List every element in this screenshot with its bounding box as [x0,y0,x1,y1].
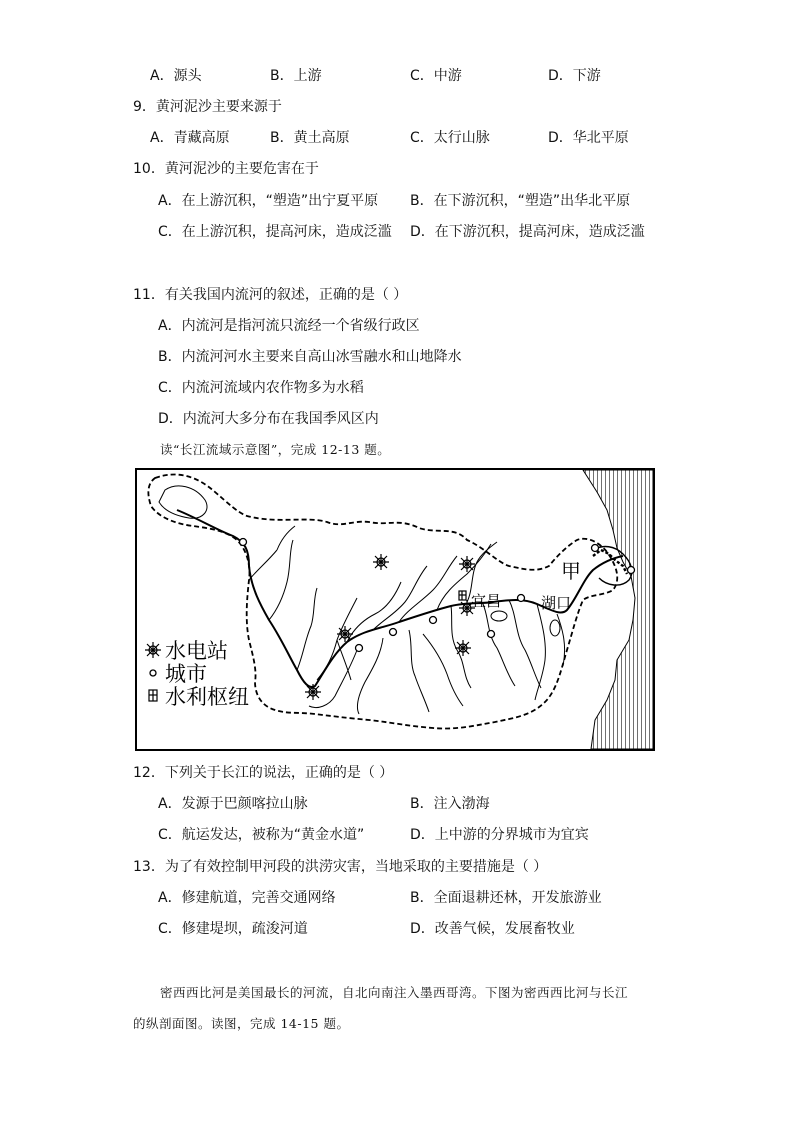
q13-option-a[interactable]: A．修建航道，完善交通网络 [158,890,336,906]
hydropower-station-icon [459,556,475,572]
q12-stem: 12．下列关于长江的说法，正确的是（ ） [133,765,394,781]
q11-option-c[interactable]: C．内流河流域内农作物多为水稻 [158,380,364,396]
q11-stem: 11．有关我国内流河的叙述，正确的是（ ） [133,287,408,303]
intro-14-15-line1: 密西西比河是美国最长的河流，自北向南注入墨西哥湾。下图为密西西比河与长江 [160,985,629,1000]
q13-option-d[interactable]: D．改善气候，发展畜牧业 [410,921,575,937]
q13-option-c[interactable]: C．修建堤坝，疏浚河道 [158,921,308,937]
q10-option-d[interactable]: D．在下游沉积，提高河床，造成泛滥 [410,224,645,240]
q12-option-c[interactable]: C．航运发达，被称为“黄金水道” [158,827,365,843]
label-hukou: 湖口 [541,594,572,612]
dongting-lake [491,611,507,621]
q11-option-b[interactable]: B．内流河河水主要来自高山冰雪融水和山地降水 [158,349,462,365]
intro-12-13: 读“长江流域示意图”，完成 12-13 题。 [160,442,391,457]
legend-hydropower-label: 水电站 [165,639,228,663]
q10-option-a[interactable]: A．在上游沉积，“塑造”出宁夏平原 [158,193,379,209]
legend-city-label: 城市 [165,662,207,686]
intro-14-15-line2: 的纵剖面图。读图，完成 14-15 题。 [133,1016,350,1031]
q12-option-d[interactable]: D．上中游的分界城市为宜宾 [410,827,589,843]
hydropower-station-icon [305,684,321,700]
q8-option-d[interactable]: D．下游 [548,68,601,84]
hydropower-station-icon [337,626,353,642]
legend-hub-label: 水利枢纽 [165,685,249,709]
q8-option-c[interactable]: C．中游 [410,68,462,84]
map-legend [145,639,249,709]
q9-option-d[interactable]: D．华北平原 [548,130,629,146]
q8-option-b[interactable]: B．上游 [270,68,322,84]
q9-option-c[interactable]: C．太行山脉 [410,130,490,146]
q9-stem: 9．黄河泥沙主要来源于 [133,99,282,115]
q8-option-a[interactable]: A．源头 [150,68,202,84]
east-sea [583,470,653,749]
q12-option-a[interactable]: A．发源于巴颜喀拉山脉 [158,796,308,812]
q10-option-c[interactable]: C．在上游沉积，提高河床，造成泛滥 [158,224,392,240]
yangtze-basin-map [135,468,655,751]
q9-option-b[interactable]: B．黄土高原 [270,130,350,146]
hydropower-station-icon [145,642,161,658]
hydropower-station-icon [373,554,389,570]
q13-option-b[interactable]: B．全面退耕还林，开发旅游业 [410,890,602,906]
q13-stem: 13．为了有效控制甲河段的洪涝灾害，当地采取的主要措施是（ ） [133,859,548,875]
hydropower-station-icon [455,640,471,656]
q9-option-a[interactable]: A．青藏高原 [150,130,230,146]
q10-stem: 10．黄河泥沙的主要危害在于 [133,161,319,177]
city-icon [240,539,635,652]
poyang-lake [550,620,560,636]
q12-option-b[interactable]: B．注入渤海 [410,796,490,812]
q11-option-a[interactable]: A．内流河是指河流只流经一个省级行政区 [158,318,420,334]
water-conservancy-hub-icon [459,591,466,600]
city-icon [150,670,156,676]
water-conservancy-hub-icon [149,690,157,701]
q10-option-b[interactable]: B．在下游沉积，“塑造”出华北平原 [410,193,631,209]
label-yichang: 宜昌 [471,592,502,610]
label-jia: 甲 [561,559,581,583]
q11-option-d[interactable]: D．内流河大多分布在我国季风区内 [158,411,379,427]
